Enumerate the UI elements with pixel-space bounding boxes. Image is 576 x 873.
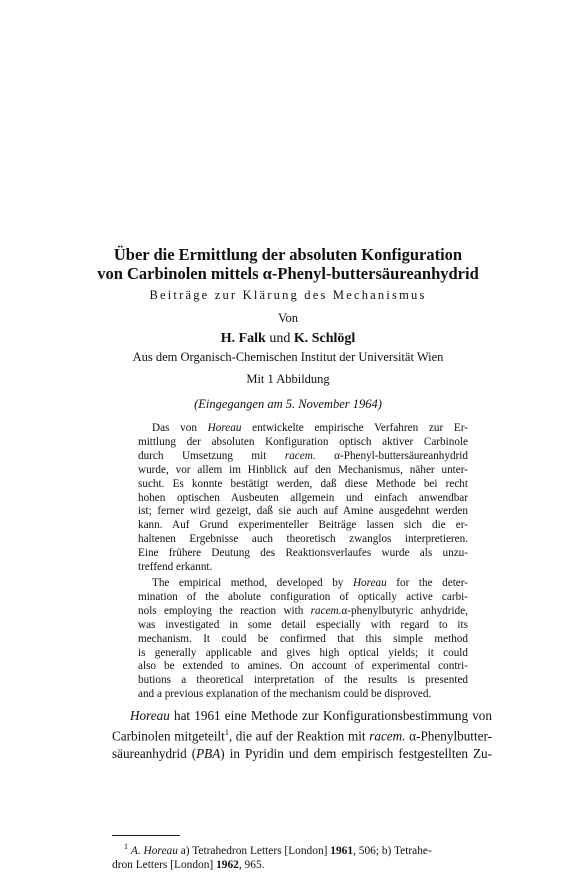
abstract-en-line: is generally applicable and gives high optical yields; it could [138, 646, 468, 659]
body-line: Horeau hat 1961 eine Methode zur Konfigurationsbestimmung von [130, 708, 492, 723]
article-title-line-1: Über die Ermittlung der absoluten Konfiguration [113, 245, 463, 264]
abstract-en-line: butions a theoretical interpretation of the results is presented [138, 674, 468, 687]
article-title-line-2: von Carbinolen mittels α-Phenyl-buttersäureanhydrid [97, 264, 479, 283]
abstract-en-line: also be extended to amines. On account of experimental contri- [138, 660, 468, 673]
footnote-1 [112, 840, 494, 873]
article-subtitle: Beiträge zur Klärung des Mechanismus [149, 288, 427, 302]
abstract-en-line: nols employing the reaction with racem.α-phenylbutyric anhydride, [138, 604, 468, 617]
abstract-de-line: wurde, vor allem im Hinblick auf den Mechanismus, näher unter- [138, 463, 468, 476]
abstract-en-line: mechanism. It could be confirmed that this simple method [138, 632, 468, 645]
abstract-de-line: haltenen Ergebnisse auch theoretisch zwanglos interpretieren. [138, 533, 468, 546]
abstract-de-line: sucht. Es konnte bestätigt werden, daß diese Methode bei recht [138, 477, 468, 490]
abstract-en-line: mination of the abolute configuration of optically active carbi- [138, 590, 468, 603]
footnote-line: dron Letters [London] 1962, 965. [112, 859, 265, 872]
abstract-de-line: ist; ferner wird gezeigt, daß sie auch auf Amine ausgedehnt werden [138, 505, 468, 518]
authors-line [0, 331, 576, 347]
author-falk: H. Falk [220, 331, 266, 346]
abstract-de-line: kann. Auf Grund experimenteller Beiträge lassen sich die er- [138, 519, 468, 532]
footnote-ref: 1 [224, 728, 229, 738]
abstract-de-line: hohen optischen Ausbeuten allgemein und einfach anwendbar [138, 491, 468, 504]
affiliation: Aus dem Organisch-Chemischen Institut der Universität Wien [132, 350, 444, 364]
footnote-line: $^1$ A. Horeau a) Tetrahedron Letters [London] 1961, 506; b) Tetrahe- [124, 842, 432, 857]
body-paragraph [112, 707, 492, 762]
figure-note: Mit 1 Abbildung [246, 372, 330, 386]
by-label: Von [278, 311, 298, 325]
abstract-german [138, 422, 468, 575]
abstract-de-line: treffend erkannt. [138, 561, 213, 574]
abstract-de-line: Eine frühere Deutung des Reaktionsverlaufes wurde als unzu- [138, 547, 468, 560]
body-line: säureanhydrid (PBA) in Pyridin und dem empirisch festgestellten Zu- [112, 745, 493, 761]
abstract-de-line: Das von Horeau entwickelte empirische Verfahren zur Er- [152, 422, 468, 434]
author-schloegl: K. Schlögl [293, 331, 356, 346]
footnote-number: 1 [124, 842, 128, 851]
abstract-de-line: durch Umsetzung mit racem. α-Phenyl-buttersäureanhydrid [138, 449, 468, 462]
abstract-english [138, 577, 468, 702]
footnote-separator [112, 835, 180, 836]
body-line: Carbinolen mitgeteilt$^1$, die auf der Reaktion mit racem. α-Phenylbutter- [112, 728, 492, 744]
abstract-en-line: and a previous explanation of the mechanism could be disproved. [138, 688, 432, 701]
abstract-en-line: The empirical method, developed by Horeau for the deter- [152, 577, 468, 589]
authors-conjunction: und [269, 331, 291, 346]
abstract-de-line: mittlung der absoluten Konfiguration optisch aktiver Carbinole [138, 435, 468, 448]
abstract-en-line: was investigated in some detail especially with regard to its [138, 618, 468, 631]
received-date: (Eingegangen am 5. November 1964) [194, 397, 382, 411]
